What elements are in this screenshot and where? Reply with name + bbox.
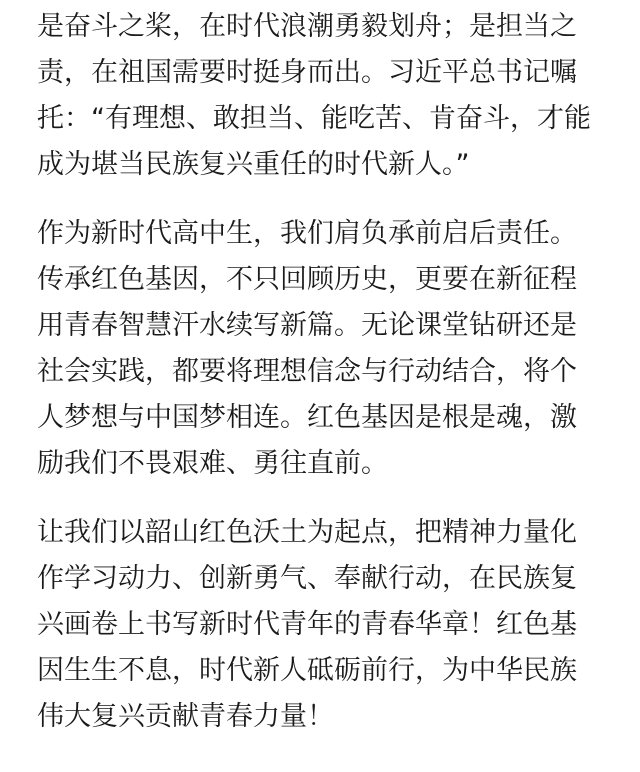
article-body <box>37 4 627 740</box>
paragraph-line: 伟大复兴贡献青春力量！ <box>37 701 334 732</box>
paragraph-line: 传承红色基因，不只回顾历史，更要在新征程 <box>37 264 577 295</box>
paragraph-line: 社会实践，都要将理想信念与行动结合，将个 <box>37 356 577 387</box>
paragraph-line: 让我们以韶山红色沃土为起点，把精神力量化 <box>37 517 577 548</box>
paragraph-line: 因生生不息，时代新人砥砺前行，为中华民族 <box>37 655 577 686</box>
paragraph-3 <box>37 510 627 740</box>
paragraph-line: 成为堪当民族复兴重任的时代新人。” <box>37 149 470 180</box>
paragraph-line: 是奋斗之桨，在时代浪潮勇毅划舟；是担当之 <box>37 11 577 42</box>
paragraph-line: 作学习动力、创新勇气、奉献行动，在民族复 <box>37 563 577 594</box>
paragraph-line: 励我们不畏艰难、勇往直前。 <box>37 448 388 479</box>
paragraph-line: 人梦想与中国梦相连。红色基因是根是魂，激 <box>37 402 577 433</box>
paragraph-1 <box>37 4 627 188</box>
paragraph-line: 用青春智慧汗水续写新篇。无论课堂钻研还是 <box>37 310 577 341</box>
paragraph-line: 责，在祖国需要时挺身而出。习近平总书记嘱 <box>37 57 577 88</box>
paragraph-line: 兴画卷上书写新时代青年的青春华章！红色基 <box>37 609 577 640</box>
paragraph-line: 作为新时代高中生，我们肩负承前启后责任。 <box>37 218 577 249</box>
paragraph-2 <box>37 211 627 487</box>
paragraph-line: 托：“有理想、敢担当、能吃苦、肯奋斗，才能 <box>37 103 591 134</box>
